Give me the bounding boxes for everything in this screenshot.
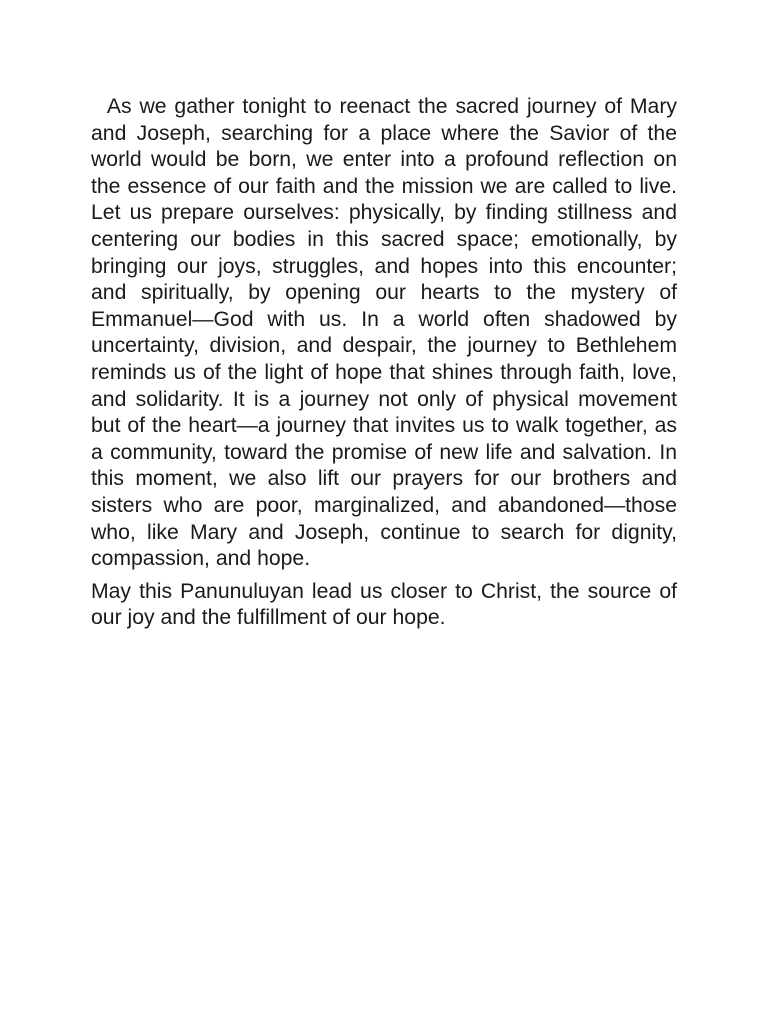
paragraph-reflection: As we gather tonight to reenact the sacred journey of Mary and Joseph, searching for a place where the Savior of the world would be born, we enter into a profound reflection on the essence of our faith and the mission we are called to live. Let us prepare ourselves: physically, by finding stillness and centering our bodies in this sacred space; emotionally, by bringing our joys, struggles, and hopes into this encounter; and spiritually, by opening our hearts to the mystery of Emmanuel—God with us. In a world often shadowed by uncertainty, division, and despair, the journey to Bethlehem reminds us of the light of hope that shines through faith, love, and solidarity. It is a journey not only of physical movement but of the heart—a journey that invites us to walk together, as a community, toward the promise of new life and salvation. In this moment, we also lift our prayers for our brothers and sisters who are poor, marginalized, and abandoned—those who, like Mary and Joseph, continue to search for dignity, compassion, and hope. <box>91 95 683 571</box>
paragraph-closing-prayer: May this Panunuluyan lead us closer to Christ, the source of our joy and the fulfillment of our hope. <box>91 579 683 630</box>
document-body <box>91 94 683 632</box>
